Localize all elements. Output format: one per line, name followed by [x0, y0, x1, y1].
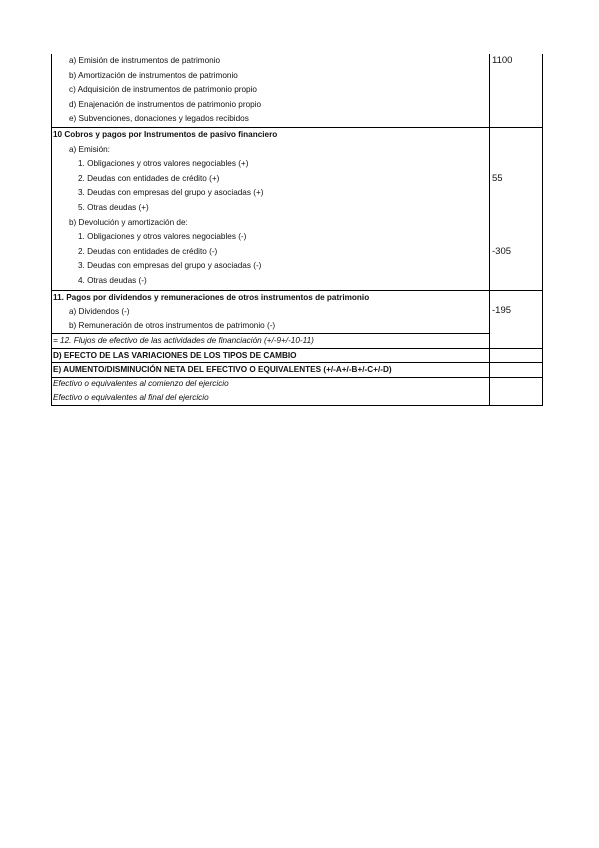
- table-row: [51, 172, 516, 187]
- table-row: [51, 391, 491, 406]
- row-label: a) Emisión:: [69, 144, 110, 154]
- row-label: c) Adquisición de instrumentos de patrimonio propio: [69, 85, 257, 95]
- subtotal-row: [51, 334, 491, 349]
- row-value: 1100: [492, 55, 513, 66]
- table-row: [51, 201, 516, 216]
- row-label: 5. Otras deudas (+): [78, 203, 149, 212]
- row-label: 2. Deudas con entidades de crédito (+): [78, 173, 220, 183]
- row-label: = 12. Flujos de efectivo de las actividades de financiación (+/-9+/-10-11): [53, 335, 314, 345]
- row-value: -305: [492, 246, 512, 257]
- table-row: [51, 98, 507, 113]
- row-label: 3. Deudas con empresas del grupo y asociadas (+): [78, 188, 264, 198]
- row-label: D) EFECTO DE LAS VARIACIONES DE LOS TIPOS DE CAMBIO: [53, 350, 297, 360]
- section-heading: [51, 349, 491, 364]
- table-row: [51, 377, 491, 392]
- row-label: e) Subvenciones, donaciones y legados recibidos: [69, 114, 249, 124]
- table-row: [51, 157, 516, 172]
- table-row: [51, 186, 516, 201]
- table-row: [51, 245, 516, 260]
- table-row: [51, 69, 507, 84]
- row-label: 10 Cobros y pagos por Instrumentos de pasivo financiero: [53, 130, 278, 139]
- table-row: [51, 143, 507, 158]
- table-row: [51, 83, 507, 98]
- section-heading: [51, 128, 491, 143]
- row-label: b) Amortización de instrumentos de patrimonio: [69, 70, 238, 80]
- section-heading: [51, 363, 491, 378]
- cash-flow-table: [51, 54, 543, 406]
- table-right-border: [542, 54, 543, 406]
- table-row: [51, 319, 507, 334]
- row-label: b) Devolución y amortización de:: [69, 217, 188, 227]
- table-row: [51, 230, 516, 245]
- row-label: a) Emisión de instrumentos de patrimonio: [69, 56, 221, 65]
- row-value: -195: [492, 305, 512, 316]
- row-label: 2. Deudas con entidades de crédito (-): [78, 246, 218, 256]
- row-label: 4. Otras deudas (-): [78, 276, 147, 285]
- table-row: [51, 112, 507, 127]
- section-heading: [51, 291, 491, 306]
- row-label: 1. Obligaciones y otros valores negociables (+): [78, 159, 249, 169]
- row-label: Efectivo o equivalentes al comienzo del ejercicio: [53, 379, 229, 389]
- row-label: a) Dividendos (-): [69, 307, 130, 316]
- table-row: [51, 305, 507, 320]
- row-label: 11. Pagos por dividendos y remuneraciones de otros instrumentos de patrimonio: [53, 292, 370, 302]
- row-label: 3. Deudas con empresas del grupo y asociadas (-): [78, 261, 262, 271]
- table-row: [51, 259, 516, 274]
- table-row: [51, 54, 507, 69]
- table-row: [51, 274, 516, 289]
- row-label: Efectivo o equivalentes al final del ejercicio: [53, 393, 209, 402]
- row-value: 55: [492, 173, 503, 184]
- row-label: E) AUMENTO/DISMINUCIÓN NETA DEL EFECTIVO O EQUIVALENTES (+/-A+/-B+/-C+/-D): [53, 364, 392, 374]
- row-label: b) Remuneración de otros instrumentos de patrimonio (-): [69, 321, 276, 330]
- row-label: 1. Obligaciones y otros valores negociables (-): [78, 232, 247, 242]
- row-label: d) Enajenación de instrumentos de patrimonio propio: [69, 99, 262, 109]
- table-row: [51, 216, 507, 231]
